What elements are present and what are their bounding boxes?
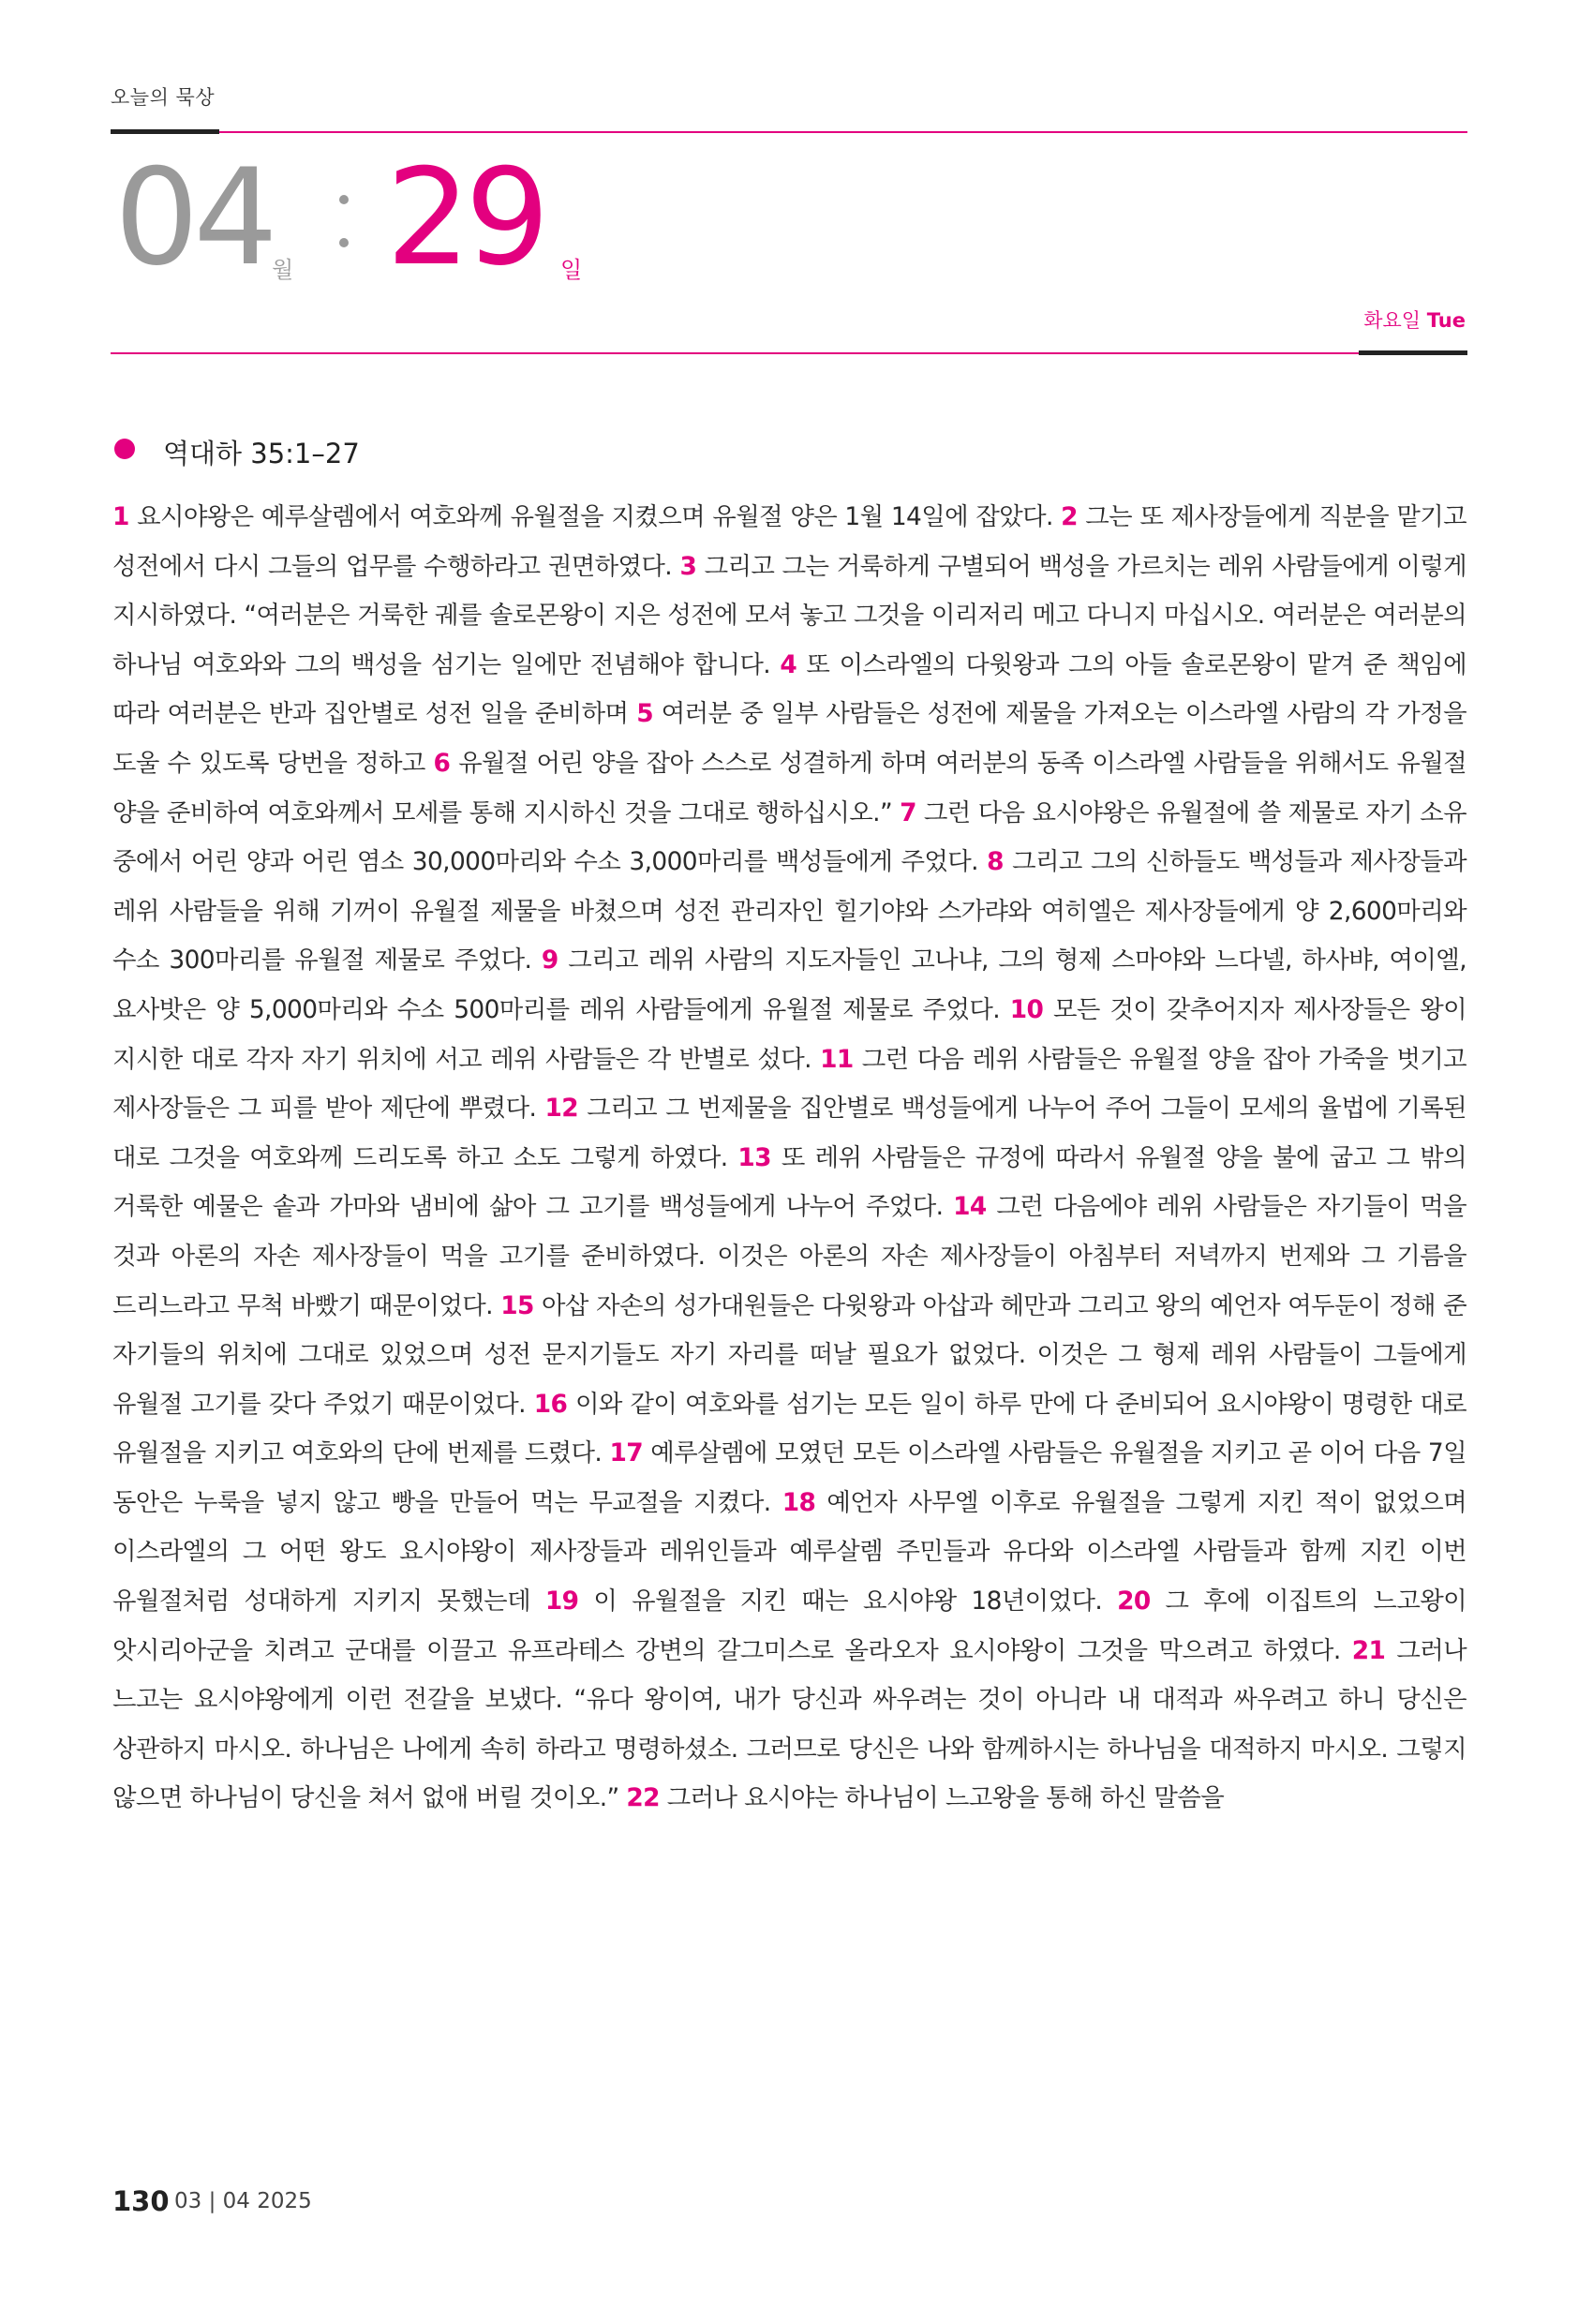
verse-text: 그리고 그 번제물을 집안별로 백성들에게 나누어 주어 그들이 모세의 율법에 기록된 대로 그것을 여호와께 드리도록 하고 소도 그렇게 하였다. (112, 1094, 1467, 1172)
day-number: 29 (386, 141, 544, 295)
issue-label: 03 | 04 2025 (174, 2189, 312, 2213)
verse-number: 20 (1117, 1587, 1151, 1616)
verse-text: 그리고 그의 신하들도 백성들과 제사장들과 레위 사람들을 위해 기꺼이 유월절 제물을 바쳤으며 성전 관리자인 힐기야와 스가랴와 여히엘은 제사장들에게 양 2,600마리와 수소 300마리를 유월절 제물로 주었다. (112, 847, 1466, 976)
verse-number: 6 (433, 748, 451, 778)
verse-text: 그러나 요시야는 하나님이 느고왕을 통해 하신 말씀을 (666, 1783, 1225, 1813)
verse-text: 여러분 중 일부 사람들은 성전에 제물을 가져오는 이스라엘 사람의 각 가정을 도울 수 있도록 당번을 정하고 (112, 699, 1466, 778)
date-rule (111, 352, 1359, 354)
verse-text: 그러나 느고는 요시야왕에게 이런 전갈을 보냈다. “유다 왕이여, 내가 당신과 싸우려는 것이 아니라 내 대적과 싸우려고 하니 당신은 상관하지 마시오. 하나님은 나에게 속히 하라고 명령하셨소. 그러므로 당신은 나와 함께하시는 하나님을 대적하지 마시오. 그렇지 않으면 하나님이 당신을 쳐서 없애 버릴 것이오.” (112, 1635, 1466, 1813)
verse-number: 2 (1061, 502, 1078, 531)
verse-text: 그리고 레위 사람의 지도자들인 고나냐, 그의 형제 스마야와 느다넬, 하사뱌, 여이엘, 요사밧은 양 5,000마리와 수소 500마리를 레위 사람들에게 유월절 제물로 주었다. (112, 946, 1466, 1024)
month-unit-label: 월 (272, 257, 294, 283)
verse-number: 17 (609, 1438, 643, 1468)
verse-text: 이와 같이 여호와를 섬기는 모든 일이 하루 만에 다 준비되어 요시야왕이 명령한 대로 유월절을 지키고 여호와의 단에 번제를 드렸다. (112, 1389, 1466, 1468)
date-separator (339, 195, 350, 281)
verse-number: 12 (544, 1094, 579, 1124)
date-rule-accent (1359, 350, 1467, 355)
verse-text: 또 레위 사람들은 규정에 따라서 유월절 양을 불에 굽고 그 밖의 거룩한 예물은 솥과 가마와 냄비에 삶아 그 고기를 백성들에게 나누어 주었다. (112, 1142, 1466, 1222)
verse-number: 18 (782, 1487, 816, 1517)
verse-text: 그리고 그는 거룩하게 구별되어 백성을 가르치는 레위 사람들에게 이렇게 지시하였다. “여러분은 거룩한 궤를 솔로몬왕이 지은 성전에 모셔 놓고 그것을 이리저리 메고 다니지 마십시오. 여러분은 여러분의 하나님 여호와와 그의 백성을 섬기는 일에만 전념해야 합니다. (112, 551, 1467, 679)
verse-number: 11 (820, 1044, 854, 1074)
verse-text: 또 이스라엘의 다윗왕과 그의 아들 솔로몬왕이 맡겨 준 책임에 따라 여러분은 반과 집안별로 성전 일을 준비하며 (112, 649, 1466, 729)
verse-number: 5 (636, 699, 653, 729)
header-rule-accent (111, 129, 219, 134)
page-number: 130 (112, 2185, 170, 2217)
month-number: 04 (114, 141, 273, 295)
verse-text: 그런 다음 요시야왕은 유월절에 쓸 제물로 자기 소유 중에서 어린 양과 어린 염소 30,000마리와 수소 3,000마리를 백성들에게 주었다. (112, 797, 1466, 877)
verse-number: 7 (900, 797, 916, 827)
reference-bullet-icon (114, 439, 135, 459)
verse-number: 1 (112, 502, 129, 531)
verse-number: 19 (544, 1587, 579, 1616)
day-unit-label: 일 (560, 257, 583, 283)
header-rule (219, 131, 1467, 133)
verse-number: 15 (500, 1290, 534, 1320)
weekday-label (1363, 305, 1466, 334)
verse-number: 14 (953, 1192, 987, 1222)
verse-number: 3 (679, 551, 697, 581)
scripture-body (112, 493, 1466, 1824)
verse-text: 그런 다음 레위 사람들은 유월절 양을 잡아 가죽을 벗기고 제사장들은 그 피를 받아 제단에 뿌렸다. (112, 1044, 1467, 1124)
verse-text: 예루살렘에 모였던 모든 이스라엘 사람들은 유월절을 지키고 곧 이어 다음 7일 동안은 누룩을 넣지 않고 빵을 만들어 먹는 무교절을 지켰다. (112, 1438, 1466, 1517)
separator-dot-top (339, 195, 349, 204)
verse-number: 13 (737, 1142, 771, 1172)
verse-text: 요시야왕은 예루살렘에서 여호와께 유월절을 지켰으며 유월절 양은 1월 14일에 잡았다. (137, 502, 1053, 531)
verse-text: 이 유월절을 지킨 때는 요시야왕 18년이었다. (593, 1587, 1103, 1616)
separator-dot-bottom (339, 238, 349, 247)
verse-text: 그 후에 이집트의 느고왕이 앗시리아군을 치려고 군대를 이끌고 유프라테스 강변의 갈그미스로 올라오자 요시야왕이 그것을 막으려고 하였다. (112, 1587, 1467, 1665)
verse-number: 16 (533, 1389, 568, 1419)
verse-text: 그는 또 제사장들에게 직분을 맡기고 성전에서 다시 그들의 업무를 수행하라고 권면하였다. (112, 502, 1467, 581)
verse-number: 10 (1009, 994, 1044, 1024)
verse-number: 8 (987, 847, 1004, 877)
verse-text: 유월절 어린 양을 잡아 스스로 성결하게 하며 여러분의 동족 이스라엘 사람들을 위해서도 유월절 양을 준비하여 여호와께서 모세를 통해 지시하신 것을 그대로 행하십시오.” (112, 748, 1467, 827)
verse-text: 모든 것이 갖추어지자 제사장들은 왕이 지시한 대로 각자 자기 위치에 서고 레위 사람들은 각 반별로 섰다. (112, 994, 1467, 1074)
verse-number: 22 (626, 1783, 660, 1813)
weekday-korean: 화요일 (1363, 309, 1422, 332)
verse-number: 21 (1351, 1635, 1386, 1665)
weekday-english: Tue (1426, 309, 1466, 332)
verse-text: 그런 다음에야 레위 사람들은 자기들이 먹을 것과 아론의 자손 제사장들이 먹을 고기를 준비하였다. 이것은 아론의 자손 제사장들이 아침부터 저녁까지 번제와 그 기름을 드리느라고 무척 바빴기 때문이었다. (112, 1192, 1466, 1320)
verse-text: 아삽 자손의 성가대원들은 다윗왕과 아삽과 헤만과 그리고 왕의 예언자 여두둔이 정해 준 자기들의 위치에 그대로 있었으며 성전 문지기들도 자기 자리를 떠날 필요가 없었다. 이것은 그 형제 레위 사람들이 그들에게 유월절 고기를 갖다 주었기 때문이었다. (112, 1290, 1467, 1419)
verse-number: 9 (541, 946, 558, 976)
verse-number: 4 (780, 649, 797, 679)
section-label: 오늘의 묵상 (111, 86, 216, 109)
scripture-reference: 역대하 35:1–27 (163, 438, 360, 469)
verse-text: 예언자 사무엘 이후로 유월절을 그렇게 지킨 적이 없었으며 이스라엘의 그 어떤 왕도 요시야왕이 제사장들과 레위인들과 예루살렘 주민들과 유다와 이스라엘 사람들과 함께 지킨 이번 유월절처럼 성대하게 지키지 못했는데 (112, 1487, 1466, 1616)
